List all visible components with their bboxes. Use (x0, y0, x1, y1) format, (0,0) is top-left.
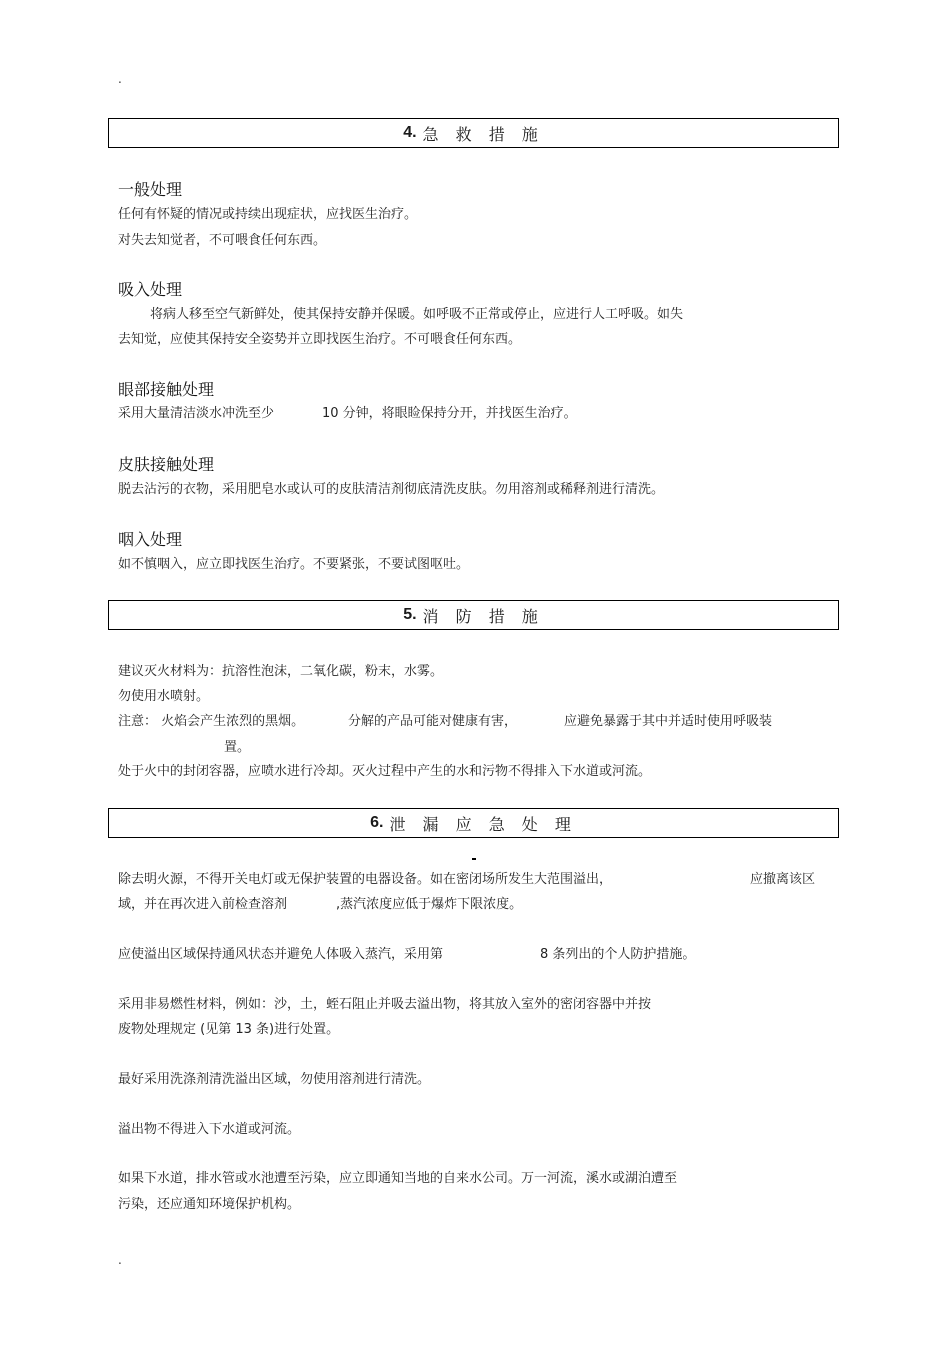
fire-note-d: 置。 (224, 740, 251, 755)
section-5-title: 消 防 措 施 (422, 606, 544, 626)
general-line-2: 对失去知觉者，不可喂食任何东西。 (118, 233, 327, 248)
spill-p1a: 除去明火源，不得开关电灯或无保护装置的电器设备。如在密闭场所发生大范围溢出， (118, 872, 613, 887)
section-6-number: 6. (370, 814, 384, 831)
section-6-header (108, 808, 839, 838)
spill-p6b: 污染，还应通知环境保护机构。 (118, 1197, 301, 1212)
spill-p2b: 8 条列出的个人防护措施。 (540, 947, 696, 962)
general-line-1: 任何有怀疑的情况或持续出现症状，应找医生治疗。 (118, 207, 418, 222)
spill-p3b: 废物处理规定 (见第 13 条)进行处置。 (118, 1022, 340, 1037)
spill-p3a: 采用非易燃性材料，例如：沙，土，蛭石阻止并吸去溢出物，将其放入室外的密闭容器中并按 (118, 997, 652, 1012)
inhale-heading: 吸入处理 (118, 280, 183, 299)
inhale-line-2: 去知觉，应使其保持安全姿势并立即找医生治疗。不可喂食任何东西。 (118, 332, 522, 347)
section-4-title: 急 救 措 施 (422, 124, 544, 144)
page-mark-top: . (118, 72, 122, 86)
fire-note-b: 分解的产品可能对健康有害， (348, 714, 518, 729)
fire-note-a: 注意： 火焰会产生浓烈的黑烟。 (118, 714, 305, 729)
fire-line-4: 处于火中的封闭容器，应喷水进行冷却。灭火过程中产生的水和污物不得排入下水道或河流。 (118, 764, 652, 779)
section-5-number: 5. (403, 606, 417, 623)
fire-line-1: 建议灭火材料为：抗溶性泡沫，二氧化碳，粉末，水雾。 (118, 664, 444, 679)
spill-p1d: ,蒸汽浓度应低于爆炸下限浓度。 (336, 897, 523, 912)
fire-line-2: 勿使用水喷射。 (118, 689, 210, 704)
spill-p1c: 域，并在再次进入前检查溶剂 (118, 897, 288, 912)
divider-mark (472, 858, 476, 860)
swallow-line-1: 如不慎咽入，应立即找医生治疗。不要紧张，不要试图呕吐。 (118, 557, 470, 572)
spill-p6a: 如果下水道，排水管或水池遭至污染，应立即通知当地的自来水公司。万一河流，溪水或湖泊遭至 (118, 1171, 678, 1186)
eye-line-1a: 采用大量清洁淡水冲洗至少 (118, 406, 275, 421)
eye-line-1b: 10 分钟，将眼睑保持分开，并找医生治疗。 (322, 406, 577, 421)
general-heading: 一般处理 (118, 180, 183, 199)
page-mark-bottom: . (118, 1253, 122, 1267)
spill-p5: 溢出物不得进入下水道或河流。 (118, 1122, 301, 1137)
section-4-number: 4. (403, 124, 417, 141)
section-5-header (108, 600, 839, 630)
spill-p4: 最好采用洗涤剂清洗溢出区域，勿使用溶剂进行清洗。 (118, 1072, 431, 1087)
eye-heading: 眼部接触处理 (118, 380, 215, 399)
skin-line-1: 脱去沾污的衣物，采用肥皂水或认可的皮肤清洁剂彻底清洗皮肤。勿用溶剂或稀释剂进行清洗。 (118, 482, 665, 497)
skin-heading: 皮肤接触处理 (118, 455, 215, 474)
fire-note-c: 应避免暴露于其中并适时使用呼吸装 (564, 714, 773, 729)
section-4-header (108, 118, 839, 148)
swallow-heading: 咽入处理 (118, 530, 183, 549)
section-6-title: 泄 漏 应 急 处 理 (389, 814, 577, 834)
spill-p1b: 应撤离该区 (750, 872, 816, 887)
inhale-line-1: 将病人移至空气新鲜处，使其保持安静并保暖。如呼吸不正常或停止，应进行人工呼吸。如失 (150, 307, 684, 322)
spill-p2a: 应使溢出区域保持通风状态并避免人体吸入蒸汽，采用第 (118, 947, 444, 962)
